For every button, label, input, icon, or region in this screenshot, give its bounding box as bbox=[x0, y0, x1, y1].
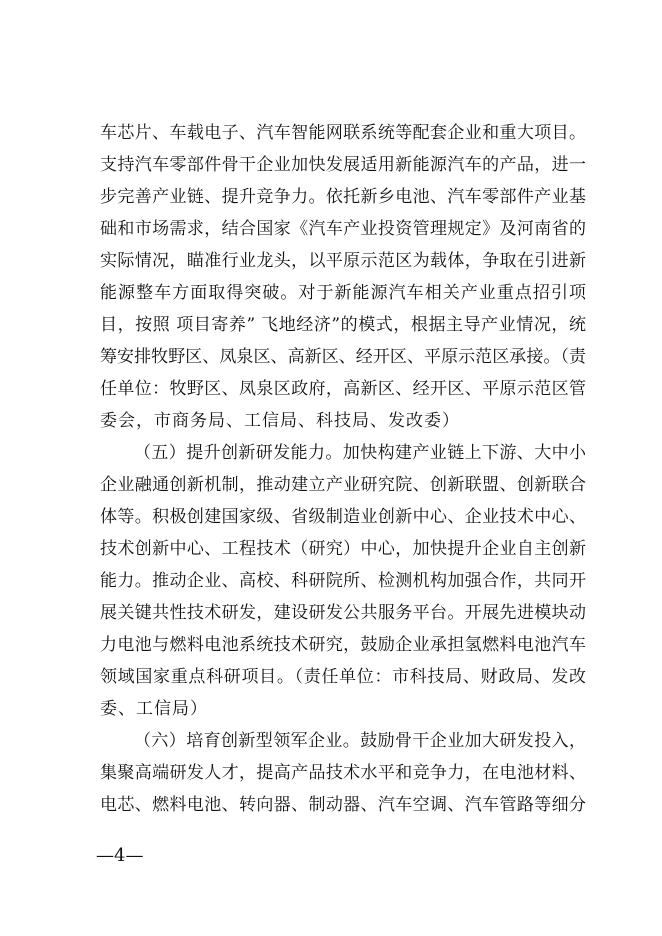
text-line: 委会，市商务局、工信局、科技局、发改委） bbox=[100, 411, 460, 431]
text-line: 集聚高端研发人才，提高产品技术水平和竞争力，在电池材料、 bbox=[100, 763, 586, 783]
text-line: 技术创新中心、工程技术（研究）中心，加快提升企业自主创新 bbox=[100, 539, 586, 559]
text-line: 展关键共性技术研发，建设研发公共服务平台。开展先进模块动 bbox=[100, 603, 586, 623]
text-line: 任单位：牧野区、凤泉区政府，高新区、经开区、平原示范区管 bbox=[100, 379, 586, 399]
text-line: 础和市场需求，结合国家《汽车产业投资管理规定》及河南省的 bbox=[100, 219, 586, 239]
text-line: 委、工信局） bbox=[100, 699, 208, 719]
text-line: 体等。积极创建国家级、省级制造业创新中心、企业技术中心、 bbox=[100, 507, 586, 527]
text-line: 能源整车方面取得突破。对于新能源汽车相关产业重点招引项 bbox=[100, 283, 586, 303]
text-line: 筹安排牧野区、凤泉区、高新区、经开区、平原示范区承接。（责 bbox=[100, 347, 586, 367]
text-line: 力电池与燃料电池系统技术研究，鼓励企业承担氢燃料电池汽车 bbox=[100, 635, 586, 655]
text-line: 企业融通创新机制，推动建立产业研究院、创新联盟、创新联合 bbox=[100, 475, 586, 495]
text-line: 实际情况，瞄准行业龙头，以平原示范区为载体，争取在引进新 bbox=[100, 251, 586, 271]
text-line: 支持汽车零部件骨干企业加快发展适用新能源汽车的产品，进一 bbox=[100, 155, 586, 175]
text-line: 车芯片、车载电子、汽车智能网联系统等配套企业和重大项目。 bbox=[100, 123, 586, 143]
text-line: 目，按照 项目寄养” 飞地经济”的模式，根据主导产业情况，统 bbox=[100, 315, 586, 335]
page-number: —4— bbox=[96, 845, 144, 866]
text-line: 能力。推动企业、高校、科研院所、检测机构加强合作，共同开 bbox=[100, 571, 586, 591]
text-line: 领域国家重点科研项目。（责任单位：市科技局、财政局、发改 bbox=[100, 667, 586, 687]
text-line: 步完善产业链、提升竞争力。依托新乡电池、汽车零部件产业基 bbox=[100, 187, 586, 207]
section-heading-line: （五）提升创新研发能力。加快构建产业链上下游、大中小 bbox=[134, 443, 586, 463]
text-line: 电芯、燃料电池、转向器、制动器、汽车空调、汽车管路等细分 bbox=[100, 795, 586, 815]
section-heading-line: （六）培育创新型领军企业。鼓励骨干企业加大研发投入， bbox=[134, 731, 586, 751]
body-text bbox=[100, 117, 586, 821]
